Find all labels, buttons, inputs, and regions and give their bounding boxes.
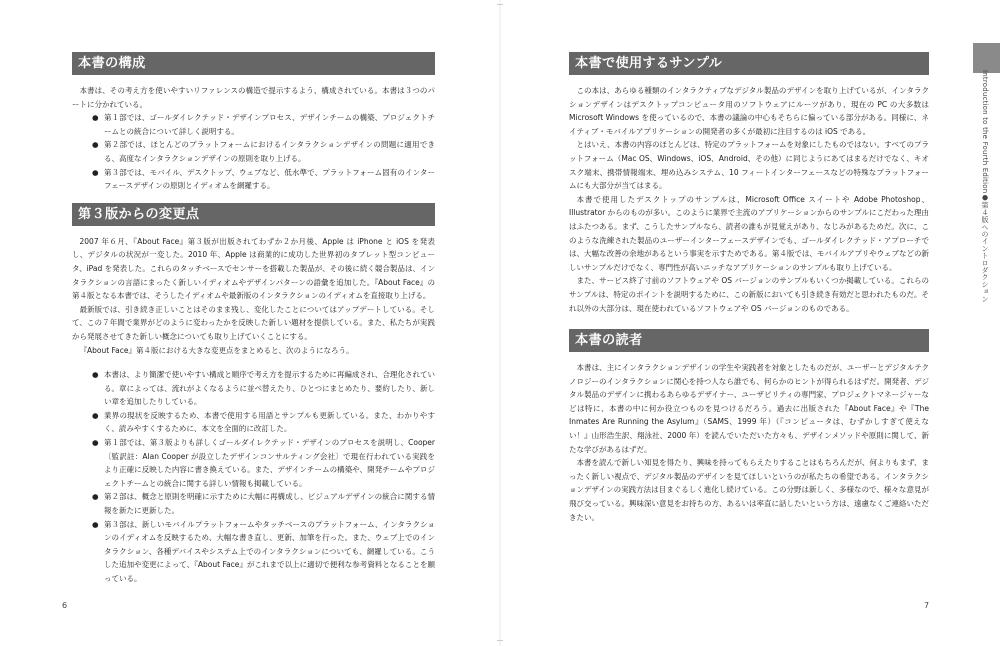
heading-samples-used: 本書で使用するサンプル: [569, 52, 929, 75]
changes-bullet: ● 業界の現状を反映するため、本書で使用する用語とサンプルも更新している。また、わかりやすく、読みやすくするために、本文を全面的に改訂した。: [92, 409, 435, 436]
structure-bullet: ● 第３部では、モバイル、デスクトップ、ウェブなど、低水準で、プラットフォーム固有のインターフェースデザインの原則とイディオムを網羅する。: [92, 166, 435, 193]
heading-changes-since-third-edition: 第３版からの変更点: [72, 203, 435, 226]
samples-paragraph: また、サービス終了寸前のソフトウェアや OS バージョンのサンプルもいくつか掲載している。これらのサンプルは、特定のポイントを説明するために、この新版においても引き続き有効だと思われたものだ。それ以外の大部分は、現在使われているソフトウェアや OS バージョンのものである。: [569, 276, 929, 313]
heading-readers: 本書の読者: [569, 329, 929, 352]
changes-bullet: ● 第２部は、概念と原則を明確に示すために大幅に再構成し、ビジュアルデザインの統合に関する情報を新たに更新した。: [92, 490, 435, 517]
chapter-thumb-tab: [973, 43, 1000, 73]
left-page-column: [72, 52, 435, 586]
samples-paragraph: 本書で使用したデスクトップのサンプルは、Microsoft Office スイートや Adobe Photoshop、Illustrator からのものが多い。このように業界で主流のアプリケーションからのサンプルにこだわった理由はふたつある。まず、こうしたサンプルなら、読者の誰もが見覚えがあり、なじみがあるためだ。次に、このような洗練された製品のユーザーインターフェースデザインでも、ゴールダイレクテッド・アプローチでは、大幅な改善の余地があるという事実を示すためである。第４版では、モバイルアプリやウェブなどの新しいサンプルだけでなく、専門性が高いニッチなアプリケーションのサンプルも取り上げている。: [569, 194, 929, 272]
structure-bullet-list: [72, 111, 435, 193]
crop-mark: [497, 640, 503, 641]
heading-book-structure: 本書の構成: [72, 52, 435, 75]
structure-intro: 本書は、その考え方を使いやすいリファレンスの構造で提示するよう、構成されている。本書は３つのパートに分かれている。: [72, 86, 435, 109]
readers-paragraph: 本書は、主にインタラクションデザインの学生や実践者を対象としたものだが、ユーザーとデジタルテクノロジーのインタラクションに関心を持つ人なら誰でも、何らかのヒントが得られるはずだ。開発者、デジタル製品のデザインに携わるあらゆるデザイナー、ユーザビリティの専門家、プロジェクトマネージャーなどは特に、本書の中に何か役立つものを見つけるだろう。過去に出版された『About Face』や『The Inmates Are Running the Asylum』（SAMS、1999 年）（『コンピュータは、むずかしすぎて使えない！』山形浩生訳、翔泳社、2000 年）を読んでいただいた方々も、デザインメソッドや原則に関して、新たな学びがあるはずだ。: [569, 363, 929, 454]
readers-paragraph: 本書を読んで新しい知見を得たり、興味を持ってもらえたりすることはもちろんだが、何よりもまず、まったく新しい視点で、デジタル製品のデザインを見てほしいというのが私たちの希望である。インタラクションデザインの実践方法は目まぐるしく進化し続けている。この分野は新しく、多様なので、様々な意見が飛び交っている。興味深い意見をお持ちの方、あるいは率直に話したいという方は、遠慮なくご連絡いただきたい。: [569, 458, 929, 522]
changes-paragraph: 『About Face』第４版における大きな変更点をまとめると、次のようになろう。: [79, 345, 354, 355]
samples-paragraph: とはいえ、本書の内容のほとんどは、特定のプラットフォームを対象にしたものではない。すべてのプラットフォーム（Mac OS、Windows、iOS、Android、その他）に同じようにあてはまるだけでなく、キオスク端末、携帯情報端末、埋め込みシステム、10 フィートインターフェースなどの特殊なプラットフォームにも大部分が当てはまる。: [569, 140, 929, 191]
running-header-vertical: Introduction to the Fourth Edition●第４版へのイントロダクション: [981, 70, 989, 303]
changes-paragraph: 最新版では、引き続き正しいことはそのまま残し、変化したことについてはアップデートしている。そして、この７年間で業界がどのように変わったかを反映した新しい題材を提供している。また、私たちが実践から発展させてきた新しい概念についても取り上げていくことにする。: [72, 304, 435, 341]
changes-bullet: ● 第１部では、第３版よりも詳しくゴールダイレクテッド・デザインのプロセスを説明し、Cooper〔監訳註：Alan Cooper が設立したデザインコンサルティング会社〕で現在行われている実践をより正確に反映した内容に書き換えている。また、デザインチームの構築や、開発チームやプロジェクトチームとの統合に関する詳しい情報も掲載している。: [92, 436, 435, 490]
right-page: [500, 0, 1000, 646]
samples-paragraph: この本は、あらゆる種類のインタラクティブなデジタル製品のデザインを取り上げているが、インタラクションデザインはデスクトップコンピュータ用のソフトウェアにルーツがあり、現在の PC の大多数は Microsoft Windows を使っているので、本書の議論の中心もそちらに偏っている部分がある。同様に、ネイティブ・モバイルアプリケーションの開発者の多くが最初に注目するのは iOS である。: [569, 86, 929, 136]
changes-paragraph: 2007 年６月、『About Face』第３版が出版されてわずか２か月後、Apple は iPhone と iOS を発表し、デジタルの状況が一変した。2010 年、Apple は商業的に成功した世界初のタブレット型コンピュータ、iPad を発表した。これらのタッチベースでセンサーを搭載した製品が、その後に続く競合製品は、インタラクションの言語にまったく新しいイディオムやデザインパターンの語彙を追加した。『About Face』の第４版となる本書では、そうしたイディオムや最新版のインタラクションのイディオムを直接取り上げる。: [72, 236, 435, 301]
changes-bullet: ● 本書は、より簡潔で使いやすい構成と順序で考え方を提示するために再編成され、合理化されている。章によっては、流れがよくなるように並べ替えたり、ひとつにまとめたり、要約したり、新しい章を追加したりしている。: [92, 368, 435, 409]
page-number-right: 7: [924, 601, 930, 610]
page-number-left: 6: [62, 601, 68, 610]
crop-mark: [497, 4, 503, 5]
changes-bullet: ● 第３部は、新しいモバイルプラットフォームやタッチベースのプラットフォーム、インタラクションのイディオムを反映するため、大幅な書き直し、更新、加筆を行った。また、ウェブ上でのインタラクション、各種デバイスやシステム上でのインタラクションについても、網羅している。こうした追加や変更によって、『About Face』がこれまで以上に適切で便利な参考資料となることを願っている。: [92, 518, 435, 586]
changes-bullet-list: [72, 368, 435, 586]
right-page-column: [569, 52, 929, 524]
structure-bullet: ● 第２部では、ほとんどのプラットフォームにおけるインタラクションデザインの問題に適用できる、高度なインタラクションデザインの原則を取り上げる。: [92, 138, 435, 165]
structure-bullet: ● 第１部では、ゴールダイレクテッド・デザインプロセス、デザインチームの構築、プロジェクトチームとの統合について詳しく説明する。: [92, 111, 435, 138]
